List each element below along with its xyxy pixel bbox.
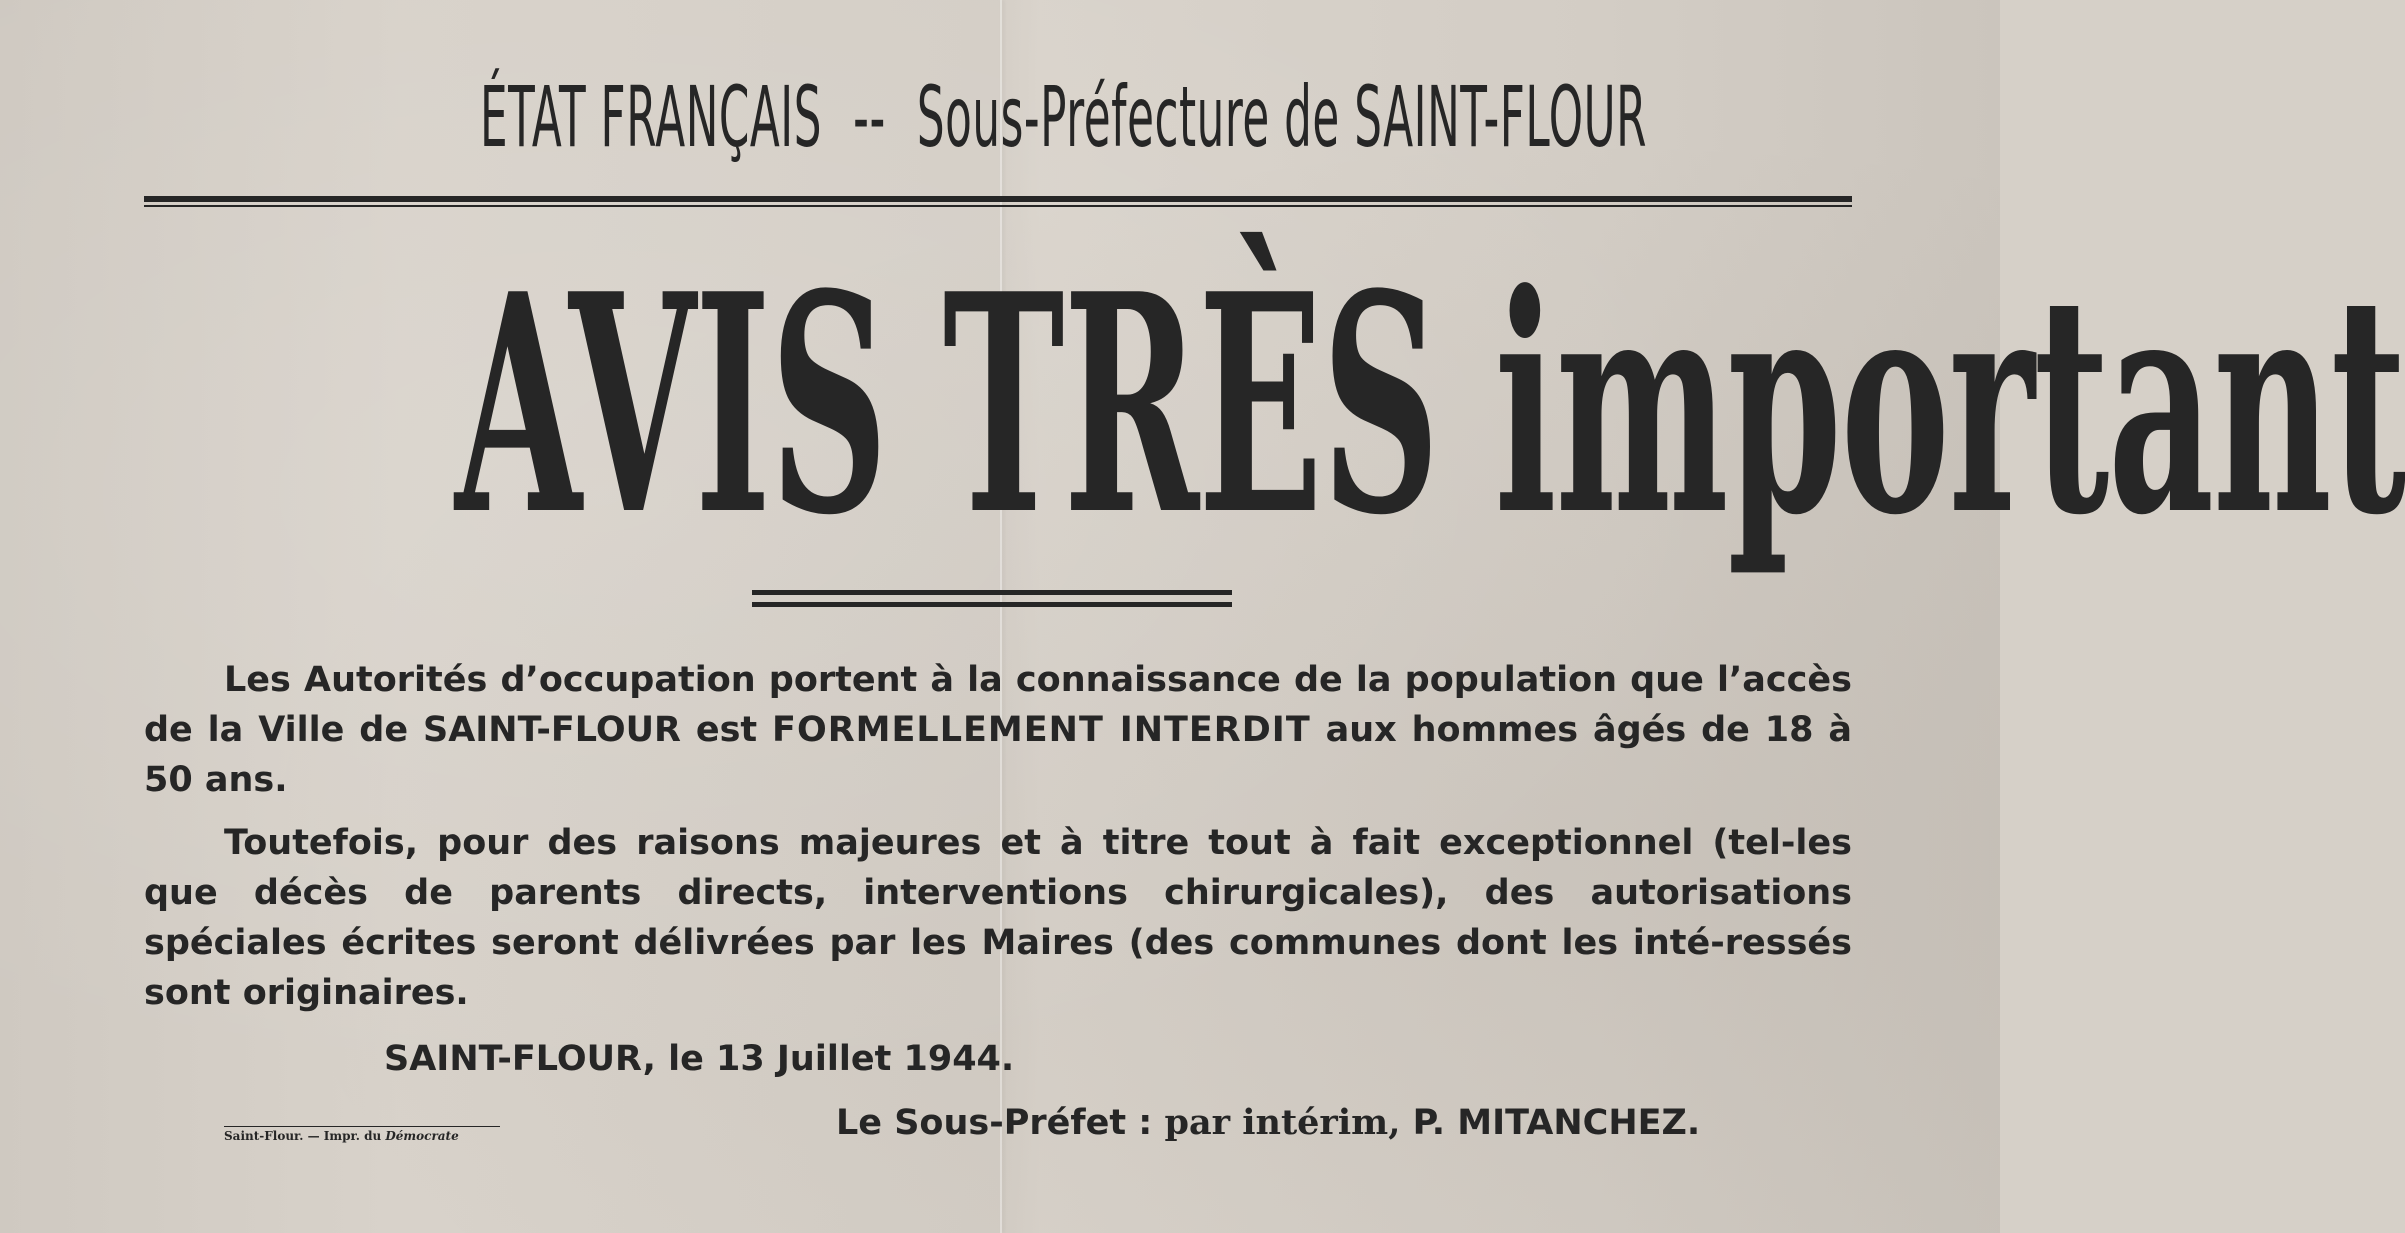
- paragraph-1-part-1: Les Autorités d’occupation portent à la connaissance de la population que l’accès de la Ville de: [144, 660, 1852, 750]
- printer-name: Démocrate: [385, 1129, 459, 1143]
- header-rule: [144, 196, 1852, 202]
- printer-text: Saint-Flour. — Impr. du: [224, 1129, 386, 1143]
- header-separator: --: [853, 68, 886, 166]
- header-rule-thin: [144, 205, 1852, 207]
- printer-rule: [224, 1126, 500, 1127]
- paragraph-2-text: Toutefois, pour des raisons majeures et à titre tout à fait exceptionnel (tel-les que décès de parents directs, interventions chirurgicales), des autorisations spéciales écrites seront délivrées par les Maires (des communes dont les inté-ressés sont originaires.: [144, 823, 1852, 1013]
- place-date: [384, 1034, 1014, 1084]
- place: SAINT-FLOUR: [384, 1039, 643, 1079]
- poster-header: [480, 62, 1647, 172]
- signature: [836, 1098, 1700, 1148]
- signature-interim: par intérim,: [1164, 1102, 1413, 1143]
- headline-rule-1: [752, 590, 1232, 595]
- headline: AVIS TRÈS important: [455, 228, 2405, 581]
- paragraph-1: [144, 655, 1852, 805]
- header-right: Sous-Préfecture de SAINT-FLOUR: [916, 68, 1647, 166]
- signature-name: P. MITANCHEZ.: [1412, 1103, 1701, 1143]
- signature-title: Le Sous-Préfet :: [836, 1103, 1165, 1143]
- date: , le 13 Juillet 1944.: [642, 1039, 1015, 1079]
- paragraph-1-city: SAINT-FLOUR: [422, 710, 681, 750]
- printer-imprint: [224, 1128, 459, 1144]
- headline-rule-2: [752, 602, 1232, 607]
- paragraph-1-part-5: aux hommes âgés de 18 à 50 ans.: [144, 710, 1853, 800]
- paragraph-2: [144, 818, 1852, 1018]
- paragraph-1-emphasis: FORMELLEMENT INTERDIT: [772, 710, 1311, 750]
- paragraph-1-part-3: est: [680, 710, 773, 750]
- header-left: ÉTAT FRANÇAIS: [480, 68, 822, 166]
